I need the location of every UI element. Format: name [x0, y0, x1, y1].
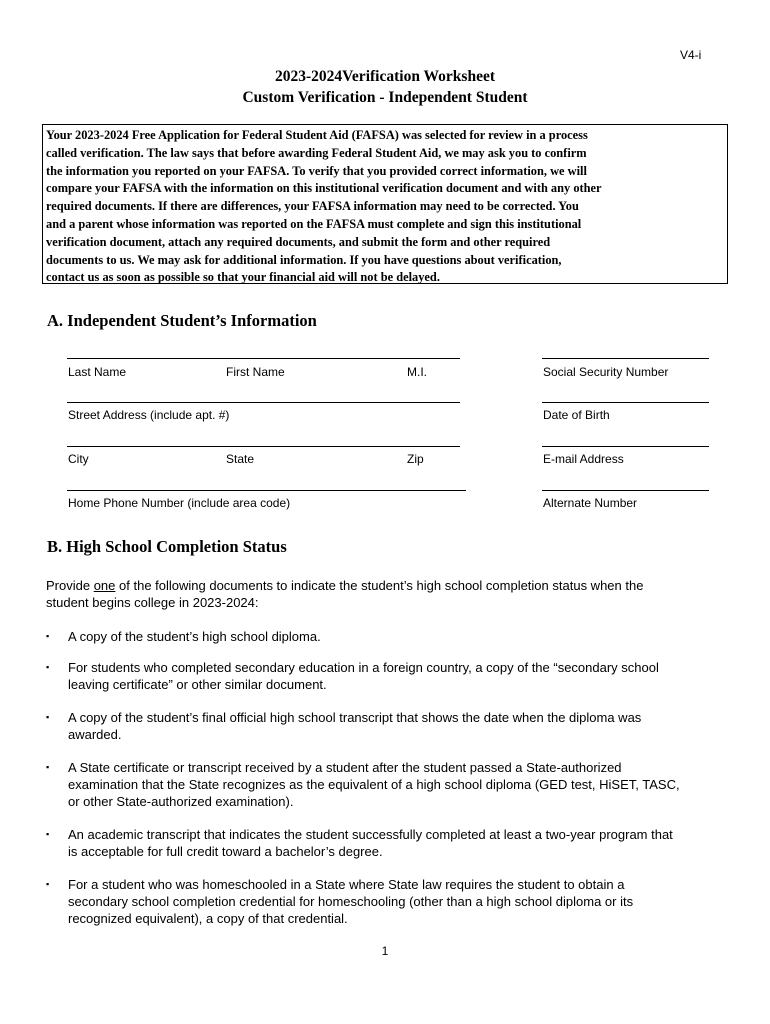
intro-notice-box [42, 124, 728, 284]
list-item-line: A copy of the student’s final official high school transcript that shows the date when the diploma was [68, 710, 642, 725]
list-item [46, 826, 726, 860]
home-phone-input-line[interactable] [67, 490, 466, 491]
city-state-zip-input-line[interactable] [67, 446, 460, 447]
title-line-2: Custom Verification - Independent Student [242, 89, 528, 106]
intro-line: called verification. The law says that before awarding Federal Student Aid, we may ask you to confirm [46, 145, 587, 160]
last-name-label: Last Name [68, 365, 127, 379]
section-a-heading: A. Independent Student’s Information [47, 311, 317, 330]
zip-label: Zip [407, 452, 424, 466]
intro-line: compare your FAFSA with the information on this institutional verification document and with any other [46, 181, 602, 196]
intro-line: the information you reported on your FAFSA. To verify that you provided correct information, we will [46, 163, 587, 178]
provide-line-1 [46, 577, 726, 594]
list-item-line: leaving certificate” or other similar document. [68, 677, 327, 692]
list-item-line: awarded. [68, 727, 122, 742]
list-item [46, 628, 726, 645]
state-label: State [226, 452, 255, 466]
title-line-1: 2023-2024Verification Worksheet [275, 68, 495, 85]
street-address-label: Street Address (include apt. #) [68, 408, 230, 422]
list-item-line: For a student who was homeschooled in a State where State law requires the student to obtain a [68, 877, 625, 892]
email-label: E-mail Address [543, 452, 624, 466]
bullet-icon: ▪ [46, 662, 50, 672]
section-b-heading: B. High School Completion Status [47, 537, 287, 556]
city-label: City [68, 452, 89, 466]
home-phone-label: Home Phone Number (include area code) [68, 496, 291, 510]
list-item-line: A State certificate or transcript received by a student after the student passed a State-authorized [68, 760, 622, 775]
bullet-icon: ▪ [46, 631, 50, 641]
bullet-icon: ▪ [46, 762, 50, 772]
street-address-input-line[interactable] [67, 402, 460, 403]
first-name-label: First Name [226, 365, 285, 379]
name-input-line[interactable] [67, 358, 460, 359]
provide-underlined-word: one [93, 578, 116, 593]
intro-line: required documents. If there are differences, your FAFSA information may need to be corrected. You [46, 199, 579, 214]
intro-line: Your 2023-2024 Free Application for Federal Student Aid (FAFSA) was selected for review in a process [46, 128, 588, 142]
provide-instructions [46, 577, 726, 611]
list-item-line: is acceptable for full credit toward a bachelor’s degree. [68, 844, 383, 859]
list-item-line: recognized equivalent), a copy of that credential. [68, 911, 348, 926]
list-item-line: examination that the State recognizes as the equivalent of a high school diploma (GED test, HiSET, TASC, [68, 777, 680, 792]
ssn-input-line[interactable] [542, 358, 709, 359]
date-of-birth-input-line[interactable] [542, 402, 709, 403]
intro-line: and a parent whose information was reported on the FAFSA must complete and sign this institutional [46, 216, 582, 231]
email-input-line[interactable] [542, 446, 709, 447]
list-item [46, 709, 726, 743]
list-item [46, 759, 726, 810]
provide-line-1-rest: of the following documents to indicate the student’s high school completion status when the [115, 578, 644, 593]
intro-line: documents to us. We may ask for additional information. If you have questions about verification, [46, 252, 562, 267]
bullet-icon: ▪ [46, 712, 50, 722]
page-number: 1 [381, 944, 389, 958]
list-item-line: An academic transcript that indicates the student successfully completed at least a two-year program that [68, 827, 673, 842]
ssn-label: Social Security Number [543, 365, 669, 379]
list-item-line: A copy of the student’s high school diploma. [68, 629, 321, 644]
bullet-icon: ▪ [46, 879, 50, 889]
list-item [46, 876, 726, 927]
list-item [46, 659, 726, 693]
alternate-number-label: Alternate Number [543, 496, 638, 510]
intro-line: contact us as soon as possible so that your financial aid will not be delayed. [46, 270, 440, 285]
list-item-line: or other State-authorized examination). [68, 794, 294, 809]
list-item-line: For students who completed secondary education in a foreign country, a copy of the “secondary school [68, 660, 659, 675]
form-id: V4-i [680, 48, 702, 62]
mi-label: M.I. [407, 365, 427, 379]
alternate-number-input-line[interactable] [542, 490, 709, 491]
intro-line: verification document, attach any required documents, and submit the form and other required [46, 234, 551, 249]
date-of-birth-label: Date of Birth [543, 408, 610, 422]
list-item-line: secondary school completion credential for homeschooling (other than a high school diploma or its [68, 894, 634, 909]
bullet-icon: ▪ [46, 829, 50, 839]
provide-prefix: Provide [46, 578, 94, 593]
page-title [0, 66, 770, 108]
provide-line-2: student begins college in 2023-2024: [46, 595, 259, 610]
